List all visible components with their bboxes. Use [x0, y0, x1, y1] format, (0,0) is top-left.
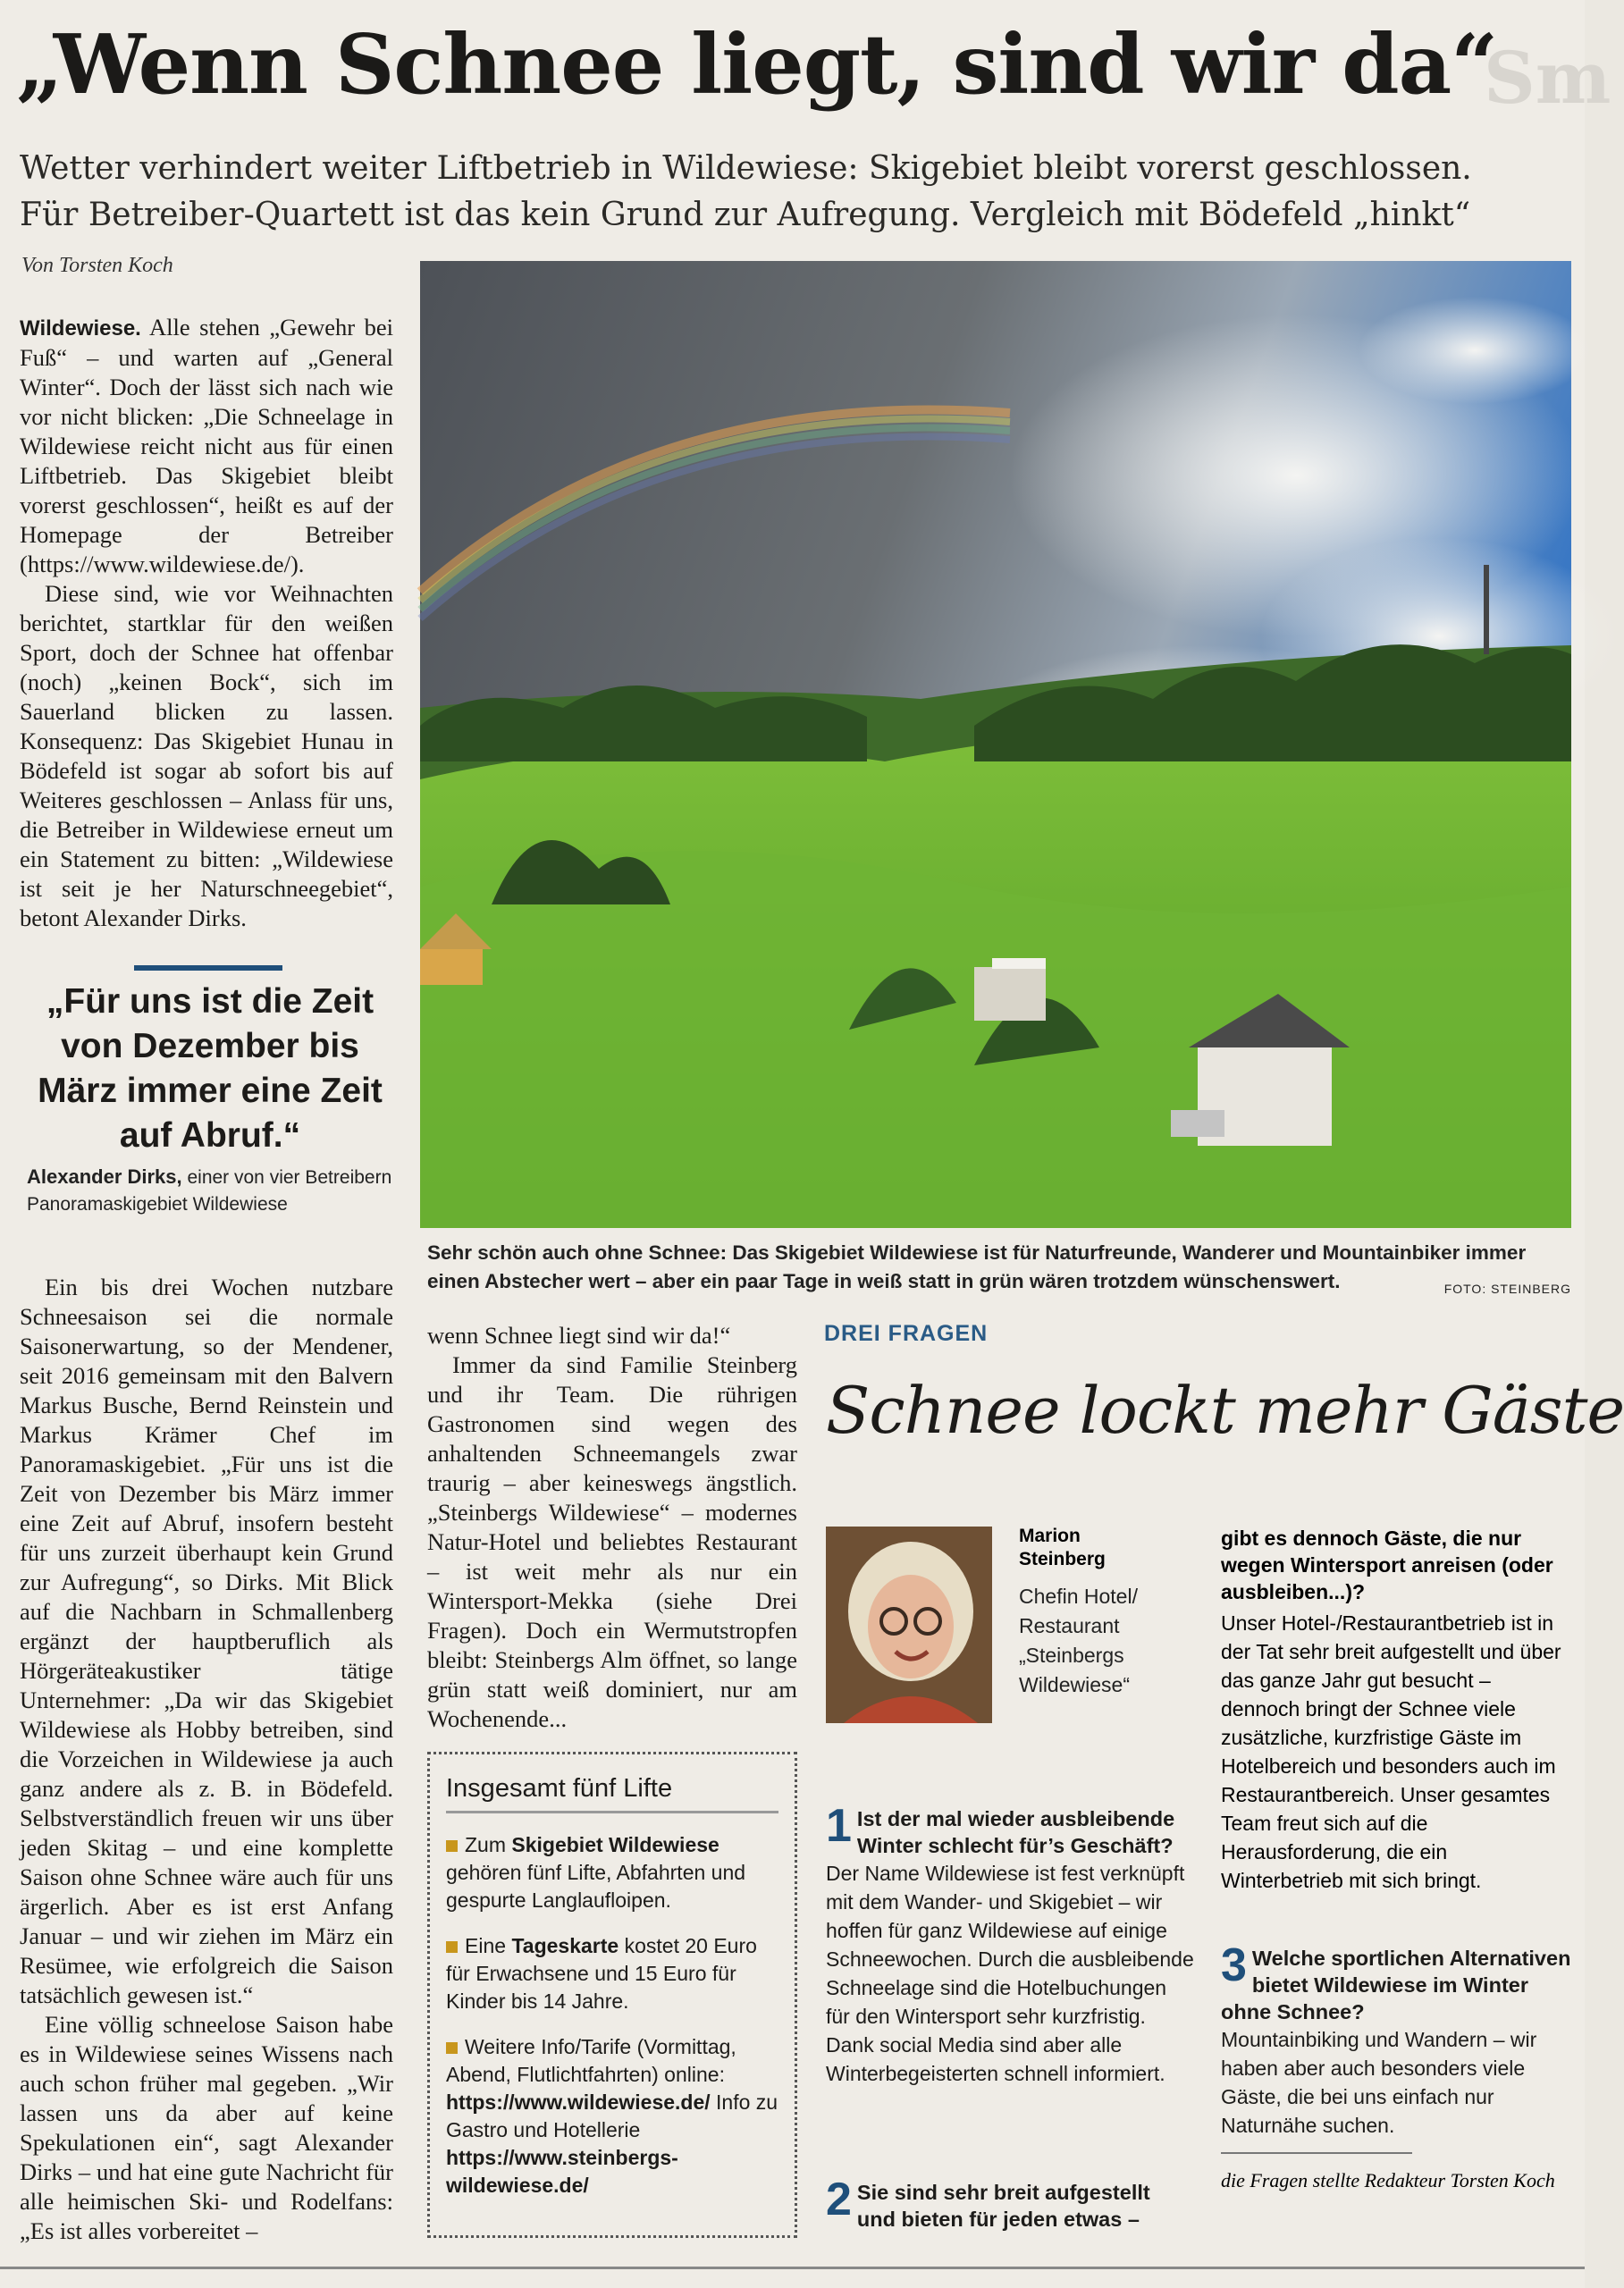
- article-column-1-top: [20, 313, 393, 933]
- answer-text: Der Name Wildewiese ist fest verknüpft mit dem Wander- und Skigebiet – wir hoffen für ganz Wildewiese auf einige Schneewochen. Durch die ausbleibende Schneelage sind die Hotelbuchungen für den Wintersport sehr kurzfristig. Dank social Media sind aber alle Winterbegeisterten schnell informiert.: [826, 1862, 1194, 2085]
- interview-title: Schnee lockt mehr Gäste: [826, 1373, 1624, 1448]
- bleed-through-text: Sm: [1484, 36, 1611, 120]
- article-paragraph: Immer da sind Familie Steinberg und ihr Team. Die rührigen Gastronomen sind wegen des anhaltenden Schneemangels zwar traurig – aber keineswegs ängstlich. „Steinbergs Wildewiese“ – modernes Natur-Hotel und beliebtes Restaurant – ist weit mehr als nur ein Wintersport-Mekka (siehe Drei Fragen). Doch ein Wermutstropfen bleibt: Steinbergs Alm öffnet, so lange grün statt weiß dominiert, nur am Wochenende...: [427, 1351, 797, 1732]
- caption-text: Sehr schön auch ohne Schnee: Das Skigebiet Wildewiese ist für Naturfreunde, Wanderer und Mountainbiker immer einen Abstecher wert – aber ein paar Tage in weiß statt in grün wären trotzdem wünschenswert.: [427, 1241, 1527, 1292]
- question-number: 3: [1221, 1939, 1247, 1991]
- credit-rule: [1221, 2152, 1412, 2154]
- page-bottom-rule: [0, 2267, 1585, 2269]
- article-paragraph: Ein bis drei Wochen nutzbare Schneesaison sei die normale Saisonerwartung, so der Mendener, seit 2016 gemeinsam mit den Balvern Markus Busche, Bernd Reinstein und Markus Krämer Chef im Panoramaskigebiet. „Für uns ist die Zeit von Dezember bis März immer eine Zeit auf Abruf, insofern besteht für uns zurzeit überhaupt kein Grund zur Aufregung“, so Dirks. Mit Blick auf die Nachbarn in Schmallenberg ergänzt der hauptberuflich als Hörgeräteakustiker tätige Unternehmer: „Da wir das Skigebiet Wildewiese als Hobby betreiben, sind die Vorzeichen in Wildewiese ja auch ganz andere als z. B. in Bödefeld. Selbstverständlich freuen wir uns über jeden Skitag – und eine komplette Saison ohne Schnee wäre auch für uns ärgerlich. Aber es ist erst Anfang Januar – und wir ziehen im März ein Resümee, wie erfolgreich die Saison tatsächlich gewesen ist.“: [20, 1274, 393, 2008]
- article-column-2: [427, 1321, 797, 1734]
- paragraph-text: Alle stehen „Gewehr bei Fuß“ – und warten auf „General Winter“. Doch der lässt sich nach wie vor nicht blicken: „Die Schneelage in Wildewiese reicht nicht aus für einen Liftbetrieb. Das Skigebiet bleibt vorerst geschlossen“, heißt es auf der Homepage der Betreiber (https://www.wildewiese.de/).: [20, 314, 393, 577]
- dateline: Wildewiese.: [20, 316, 141, 341]
- byline: Von Torsten Koch: [21, 254, 173, 277]
- question-block-1: [826, 1800, 1194, 2088]
- question-block-2: [826, 2174, 1194, 2233]
- pull-quote: „Für uns ist die Zeit von Dezember bis März immer eine Zeit auf Abruf.“: [38, 982, 383, 1155]
- bullet-square-icon: [446, 2042, 458, 2054]
- photo-caption: [427, 1239, 1571, 1303]
- answer-text: Unser Hotel-/Restaurantbetrieb ist in der Tat sehr breit aufgestellt und über das ganze Jahr gut besucht – dennoch bringt der Schnee viele zusätzliche, kurzfristige Gäste im Hotelbereich und besonders auch im Restaurantbereich. Unser gesamtes Team freut sich auf die Herausforderung, die ein Winterbetrieb mit sich bringt.: [1221, 1611, 1561, 1892]
- article-column-1-bottom: [20, 1273, 393, 2246]
- portrait-photo: [826, 1527, 992, 1723]
- interviewee-name: [1019, 1525, 1106, 1571]
- question-2-continued: gibt es dennoch Gäste, die nur wegen Wintersport anreisen (oder ausbleiben...)?: [1221, 1527, 1553, 1603]
- info-text: Zum: [465, 1833, 512, 1856]
- article-paragraph: Diese sind, wie vor Weihnachten berichtet, startklar für den weißen Sport, doch der Schnee hat offenbar (noch) „keinen Bock“, sich im Sauerland blicken zu lassen. Konsequenz: Das Skigebiet Hunau in Bödefeld ist sogar ab sofort bis auf Weiteres geschlossen – Anlass für uns, die Betreiber in Wildewiese erneut um ein Statement zu bitten: „Wildewiese ist seit je her Naturschneegebiet“, betont Alexander Dirks.: [20, 580, 393, 931]
- interview-credit: die Fragen stellte Redakteur Torsten Koch: [1221, 2169, 1555, 2191]
- info-highlight: Skigebiet Wildewiese: [511, 1833, 719, 1856]
- question-text: Sie sind sehr breit aufgestellt und bieten für jeden etwas –: [856, 2181, 1150, 2231]
- info-item: [446, 1831, 778, 1914]
- info-highlight: Tageskarte: [511, 1934, 619, 1957]
- info-text: Info zu Gastro und Hotellerie: [446, 2090, 778, 2141]
- question-number: 2: [826, 2174, 852, 2225]
- first-name: Marion: [1019, 1526, 1081, 1546]
- question-text: Welche sportlichen Alternativen bietet Wildewiese im Winter ohne Schnee?: [1221, 1947, 1571, 2023]
- subheadline-line-1: Wetter verhindert weiter Liftbetrieb in Wildewiese: Skigebiet bleibt vorerst geschlossen.: [20, 150, 1472, 187]
- article-paragraph: Eine völlig schneelose Saison habe es in Wildewiese seines Wissens nach auch schon früher mal gegeben. „Wir lassen uns da aber auf keine Spekulationen ein“, sagt Alexander Dirks – und hat eine gute Nachricht für alle heimischen Ski- und Rodelfans: „Es ist alles vorbereitet –: [20, 2011, 393, 2244]
- question-number: 1: [826, 1800, 852, 1852]
- info-box: [427, 1752, 797, 2238]
- quote-author-role: einer von vier Betreibern Panoramaskigebiet Wildewiese: [27, 1167, 392, 1215]
- photo-credit: FOTO: STEINBERG: [1443, 1282, 1571, 1296]
- article-paragraph: wenn Schnee liegt sind wir da!“: [427, 1322, 731, 1349]
- answer-text: Mountainbiking und Wandern – wir haben aber auch besonders viele Gäste, die bei uns einfach nur Naturnähe suchen.: [1221, 2028, 1537, 2137]
- website-link[interactable]: https://www.steinbergs-wildewiese.de/: [446, 2146, 678, 2197]
- info-box-title: Insgesamt fünf Lifte: [446, 1774, 778, 1813]
- quote-attribution: [27, 1164, 402, 1218]
- subheadline-line-2: Für Betreiber-Quartett ist das kein Grund zur Aufregung. Vergleich mit Bödefeld „hinkt“: [20, 197, 1471, 233]
- info-item: [446, 2033, 778, 2200]
- interviewee-role: Chefin Hotel/ Restaurant „Steinbergs Wildewiese“: [1019, 1585, 1138, 1696]
- headline: „Wenn Schnee liegt, sind wir da“: [16, 16, 1498, 113]
- bullet-square-icon: [446, 1840, 458, 1852]
- info-text: Eine: [465, 1934, 512, 1957]
- quote-author: Alexander Dirks,: [27, 1165, 182, 1188]
- info-text: gehören fünf Lifte, Abfahrten und gespurte Langlaufloipen.: [446, 1861, 746, 1912]
- landscape-photo: [420, 261, 1571, 1228]
- bullet-square-icon: [446, 1941, 458, 1953]
- question-block-3: [1221, 1939, 1571, 2140]
- section-kicker: DREI FRAGEN: [824, 1321, 989, 1346]
- info-text: Weitere Info/Tarife (Vormittag, Abend, Flutlichtfahrten) online:: [446, 2035, 736, 2086]
- last-name: Steinberg: [1019, 1549, 1106, 1569]
- info-text: kostet 20 Euro für Erwachsene und 15 Euro für Kinder bis 14 Jahre.: [446, 1934, 757, 2013]
- question-text: Ist der mal wieder ausbleibende Winter schlecht für’s Geschäft?: [856, 1807, 1175, 1857]
- website-link[interactable]: https://www.wildewiese.de/: [446, 2090, 711, 2114]
- article-paragraph: [20, 313, 393, 579]
- quote-rule: [134, 965, 282, 971]
- info-item: [446, 1932, 778, 2015]
